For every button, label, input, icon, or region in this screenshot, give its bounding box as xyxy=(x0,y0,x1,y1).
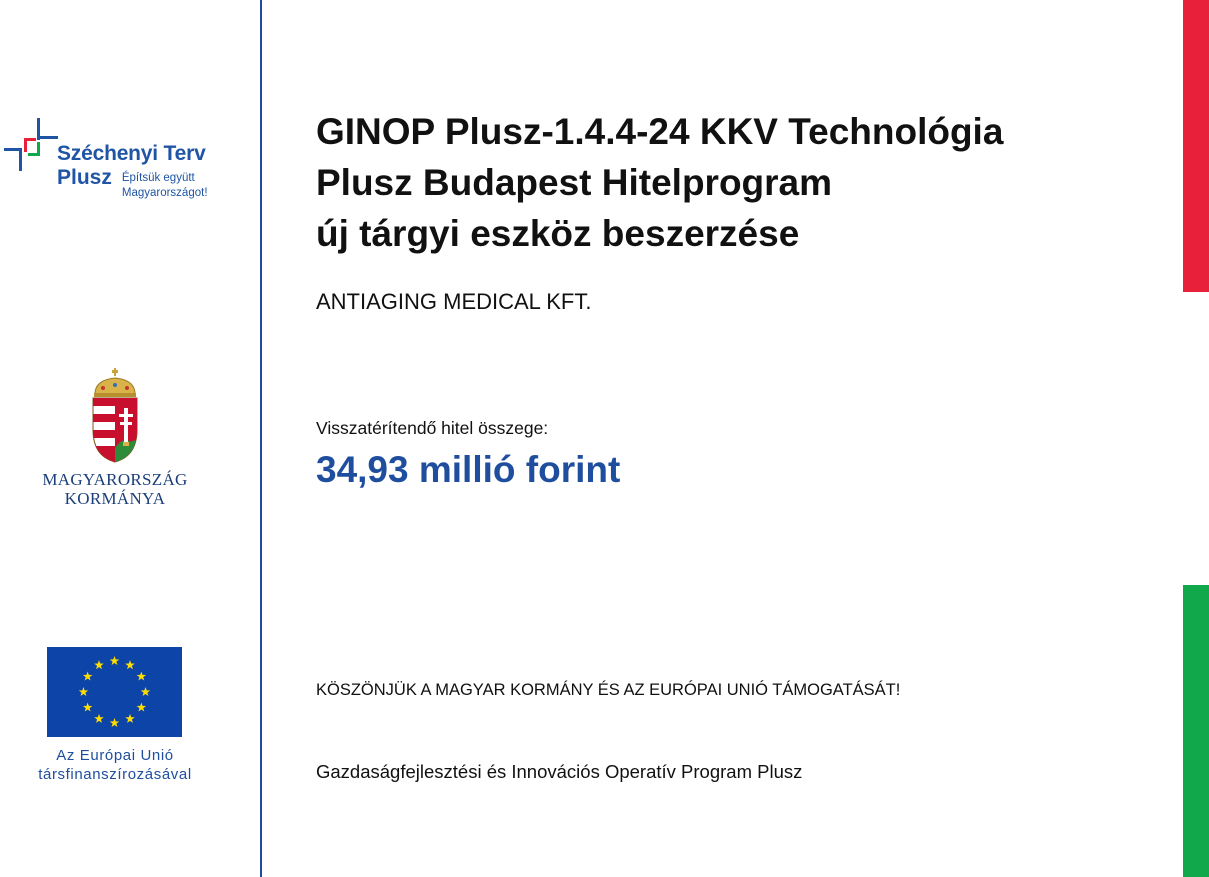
flag-stripe-red xyxy=(1183,0,1209,292)
loan-amount-label: Visszatérítendő hitel összege: xyxy=(316,418,549,438)
flag-stripe-green xyxy=(1183,585,1209,877)
title-line-3: új tárgyi eszköz beszerzése xyxy=(316,213,800,254)
tagline-line-1: Építsük együtt xyxy=(121,172,195,184)
project-title xyxy=(316,106,1176,259)
title-line-2: Plusz Budapest Hitelprogram xyxy=(316,162,833,203)
szechenyi-cross-icon xyxy=(4,118,60,174)
eu-cofinancing-text xyxy=(0,746,230,784)
szechenyi-plusz: Plusz xyxy=(57,166,112,189)
vertical-divider xyxy=(260,0,262,877)
government-logo xyxy=(30,368,200,513)
eu-line-1: Az Európai Unió xyxy=(56,747,174,764)
beneficiary-company: ANTIAGING MEDICAL KFT. xyxy=(316,289,592,314)
government-text xyxy=(30,470,200,508)
tagline-line-2: Magyarországot! xyxy=(121,187,208,199)
program-name: Gazdaságfejlesztési és Innovációs Operatív Program Plusz xyxy=(316,761,803,782)
thanks-text: KÖSZÖNJÜK A MAGYAR KORMÁNY ÉS AZ EURÓPAI UNIÓ TÁMOGATÁSÁT! xyxy=(316,681,901,699)
szechenyi-terv-logo xyxy=(4,118,244,213)
title-line-1: GINOP Plusz-1.4.4-24 KKV Technológia xyxy=(316,111,1004,152)
logo-sidebar xyxy=(0,0,260,877)
hungarian-coat-of-arms-icon xyxy=(87,368,143,464)
government-line-2: KORMÁNYA xyxy=(64,489,166,508)
loan-amount: 34,93 millió forint xyxy=(316,449,621,490)
szechenyi-tagline xyxy=(122,171,208,201)
szechenyi-title: Széchenyi Terv xyxy=(57,142,206,165)
eu-line-2: társfinanszírozásával xyxy=(38,766,192,783)
eu-flag xyxy=(47,647,182,737)
government-line-1: MAGYARORSZÁG xyxy=(42,470,188,489)
eu-flag-icon xyxy=(47,647,182,737)
